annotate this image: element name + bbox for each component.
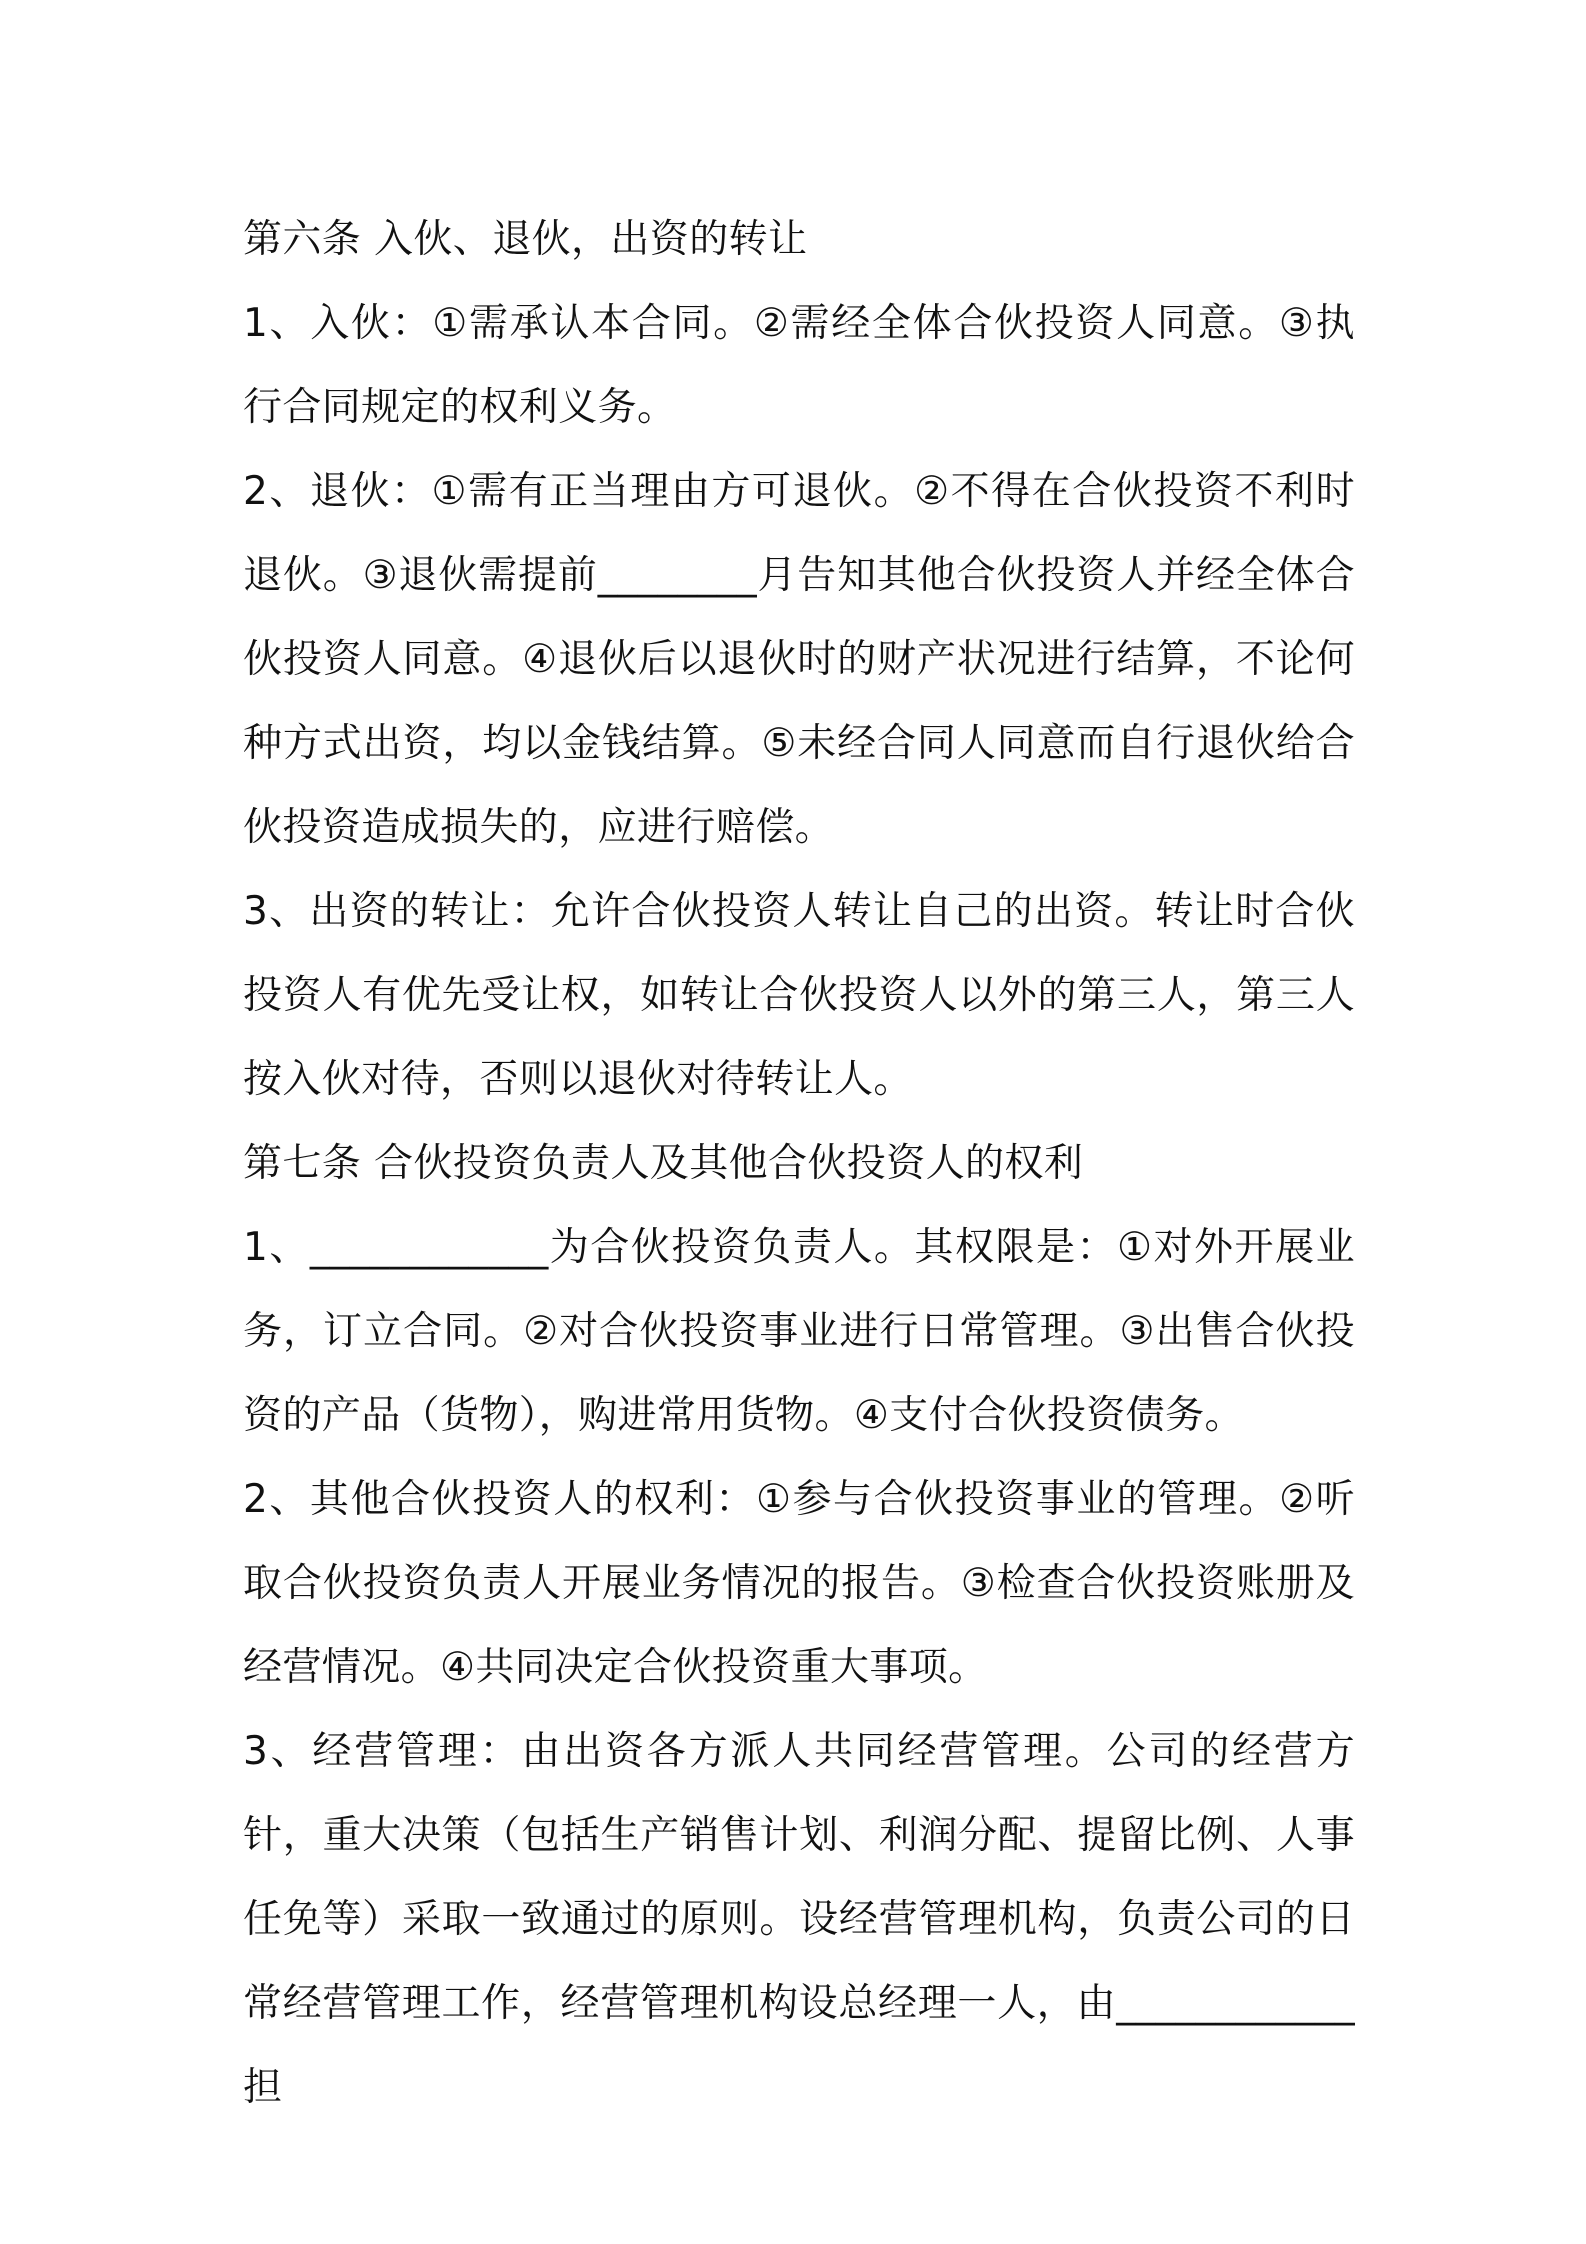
article-6-item-1: 1、入伙：①需承认本合同。②需经全体合伙投资人同意。③执行合同规定的权利义务。 <box>243 301 1355 430</box>
article-7-heading: 第七条 合伙投资负责人及其他合伙投资人的权利 <box>243 1141 1084 1186</box>
document-body <box>243 198 1355 2130</box>
article-6-item-3: 3、出资的转让：允许合伙投资人转让自己的出资。转让时合伙投资人有优先受让权，如转让合伙投资人以外的第三人，第三人按入伙对待，否则以退伙对待转让人。 <box>243 889 1355 1102</box>
article-7-item-2: 2、其他合伙投资人的权利：①参与合伙投资事业的管理。②听取合伙投资负责人开展业务情况的报告。③检查合伙投资账册及经营情况。④共同决定合伙投资重大事项。 <box>243 1477 1355 1690</box>
article-7-item-3: 3、经营管理：由出资各方派人共同经营管理。公司的经营方针，重大决策（包括生产销售计划、利润分配、提留比例、人事任免等）采取一致通过的原则。设经营管理机构，负责公司的日常经营管理工作，经营管理机构设总经理一人，由____________担 <box>243 1729 1355 2110</box>
article-6-item-2: 2、退伙：①需有正当理由方可退伙。②不得在合伙投资不利时退伙。③退伙需提前________月告知其他合伙投资人并经全体合伙投资人同意。④退伙后以退伙时的财产状况进行结算，不论何种方式出资，均以金钱结算。⑤未经合同人同意而自行退伙给合伙投资造成损失的，应进行赔偿。 <box>243 469 1355 850</box>
article-6-heading: 第六条 入伙、退伙，出资的转让 <box>243 217 808 262</box>
article-7-item-1: 1、____________为合伙投资负责人。其权限是：①对外开展业务，订立合同。②对合伙投资事业进行日常管理。③出售合伙投资的产品（货物），购进常用货物。④支付合伙投资债务。 <box>243 1225 1355 1438</box>
